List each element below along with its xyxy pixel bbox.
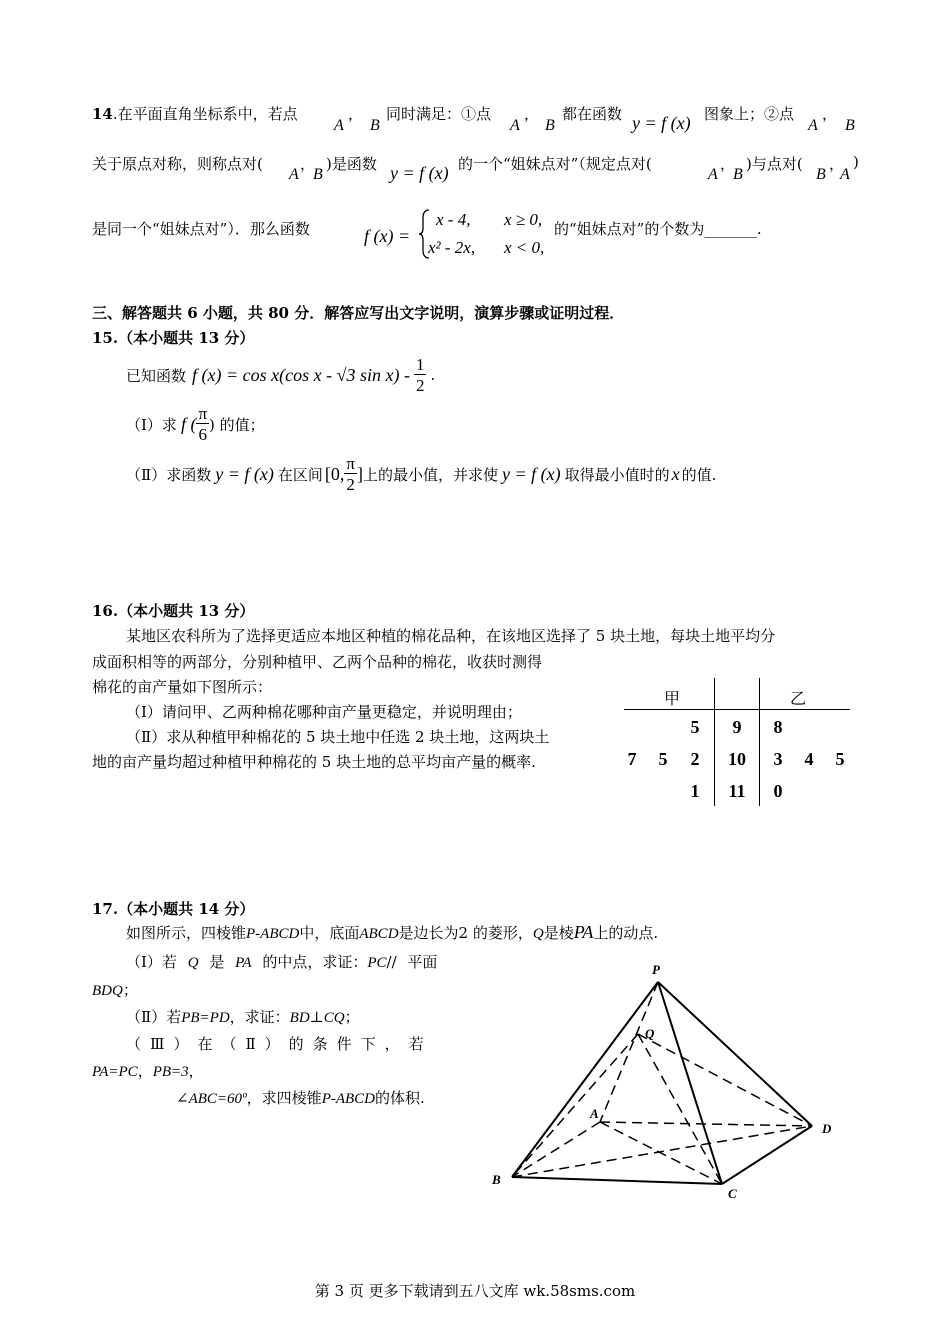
q17-q: Q (532, 926, 544, 942)
q15-part1 (126, 402, 265, 446)
q15-p2-func2: y = f (x) (501, 463, 561, 484)
q14-case2-cond: x < 0, (504, 238, 545, 257)
section3-heading: 三、解答题共 6 小题，共 80 分．解答应写出文字说明，演算步骤或证明过程． (92, 304, 625, 322)
q17-pa: PA (573, 922, 594, 942)
q15-x-var: x (671, 463, 680, 484)
q16-line4: （Ⅰ）请问甲、乙两种棉花哪种亩产量更稳定，并说明理由； (126, 703, 522, 721)
q15-interval-open: [0, (324, 463, 345, 484)
q15-interval-close: ] (356, 463, 363, 484)
stemleaf-right-leaf: 5 (835, 749, 845, 769)
q15-p2-label: （Ⅱ）求函数 (126, 465, 212, 484)
q14-paren-close: ) (853, 153, 859, 171)
q14-text-2d: )与点对( (746, 155, 803, 173)
q17-pabcd: P-ABCD (246, 926, 300, 942)
q14-pt-a1: A (334, 117, 344, 134)
seg-QB (512, 1034, 638, 1177)
q15-six: 6 (198, 425, 207, 444)
q14-text-1d: 图象上；②点 (704, 105, 795, 123)
q14-pair2-a: A (708, 166, 718, 183)
q15-half (414, 356, 427, 394)
stemleaf-right-leaf: 0 (773, 781, 783, 801)
stemleaf-left-leaf: 2 (690, 749, 700, 769)
q14-pair3-a: A (840, 166, 850, 183)
stemleaf-stem: 9 (732, 717, 742, 737)
q17-heading: 17.（本小题共 14 分） (92, 900, 255, 918)
q15-p2-interval-text: 在区间 (277, 465, 323, 484)
q14-func-y: y = f (x) (632, 113, 691, 133)
q15-intro-line (126, 354, 435, 396)
q14-text-2c: 的一个“姐妹点对”（规定点对( (458, 155, 652, 173)
label-D: D (822, 1121, 832, 1136)
seg-QC (638, 1034, 722, 1184)
q17-pbpd: PB=PD (181, 1010, 230, 1026)
q17-pb3: PB=3 (152, 1064, 189, 1080)
q15-two: 2 (346, 475, 355, 494)
label-Q: Q (645, 1026, 655, 1041)
stemleaf-right-leaf: 8 (773, 717, 783, 737)
q15-part2 (126, 452, 716, 496)
q14-pt-b1: B (370, 117, 380, 134)
stemleaf-right-leaf: 4 (804, 749, 814, 769)
q14-comma5: ， (720, 155, 736, 173)
label-A: A (590, 1106, 599, 1121)
q14-text-3b: 的“姐妹点对”的个数为_______. (554, 220, 762, 238)
q16-line1: 某地区农科所为了选择更适应本地区种植的棉花品种，在该地区选择了 5 块土地，每块土地平均分 (126, 627, 776, 645)
diag-BD (512, 1126, 812, 1177)
q17-pc: PC (367, 955, 387, 971)
q15-pi: π (198, 404, 208, 423)
edge-PA (600, 982, 658, 1122)
label-P: P (652, 962, 660, 977)
edge-AB (512, 1122, 600, 1177)
stemleaf-header-right: 乙 (790, 689, 807, 708)
q17-part1: （Ⅰ）若 Q 是 PA 的中点，求证：PC// 平面 (126, 953, 438, 971)
q15-intro: 已知函数 (126, 366, 187, 385)
q16-line2: 成面积相等的两部分，分别种植甲、乙两个品种的棉花，收获时测得 (92, 653, 543, 671)
q14-pair-a: A (289, 166, 299, 183)
q14-pair3-b: B (816, 166, 826, 183)
q17-papc: PA=PC (92, 1064, 138, 1080)
q17-bdq: BDQ (92, 983, 123, 999)
q14-func-y2: y = f (x) (390, 163, 449, 183)
q14-line1: 14.在平面直角坐标系中，若点 (92, 105, 298, 123)
q14-number: 14 (92, 105, 113, 123)
stemleaf-vline-left (714, 678, 715, 806)
stemleaf-stem: 11 (728, 781, 746, 801)
q14-case1-cond: x ≥ 0, (504, 210, 543, 229)
edge-AD (600, 1122, 812, 1126)
q17-bdcq: BD⊥CQ (289, 1010, 345, 1026)
stemleaf-left-leaf: 7 (627, 749, 637, 769)
q14-pair2-b: B (733, 166, 743, 183)
diag-AC (600, 1122, 722, 1184)
edge-PB (512, 982, 658, 1177)
q14-text-3a: 是同一个“姐妹点对”）．那么函数 (92, 220, 310, 238)
q17-angle: ∠ABC=60º (176, 1091, 247, 1107)
q15-p2-func: y = f (x) (215, 463, 274, 484)
q15-p1-label: （Ⅰ）求 (126, 415, 177, 434)
stemleaf-stem: 10 (728, 749, 746, 769)
q14-fx: f (x) = (364, 226, 411, 246)
q14-comma3: ， (822, 105, 838, 123)
q17-part3-cont2: ∠ABC=60º，求四棱锥P-ABCD的体积. (176, 1089, 425, 1107)
q15-p1-tail: ) 的值； (209, 415, 265, 434)
q15-heading: 15.（本小题共 13 分） (92, 329, 255, 347)
q17-part3-cont: PA=PC，PB=3， (92, 1062, 204, 1080)
q16-line5: （Ⅱ）求从种植甲种棉花的 5 块土地中任选 2 块土地，这两块土 (126, 728, 550, 746)
stemleaf-left-leaf: 5 (690, 717, 700, 737)
q16-heading: 16.（本小题共 13 分） (92, 602, 255, 620)
q15-p2-mid: 上的最小值，并求使 (362, 465, 498, 484)
q17-part1-cont: BDQ； (92, 981, 138, 999)
q16-line6: 地的亩产量均超过种植甲种棉花的 5 块土地的总平均亩产量的概率. (92, 753, 536, 771)
q14-text-1c: 都在函数 (562, 105, 623, 123)
q15-p1-f: f ( (180, 413, 197, 434)
q14-pt-a2: A (510, 117, 520, 134)
q15-pi-over-2 (344, 455, 357, 493)
stemleaf-header-left: 甲 (664, 689, 681, 708)
q15-half-num: 1 (415, 355, 425, 374)
q15-func: f (x) = cos x(cos x - √3 sin x) - (192, 364, 410, 385)
label-C: C (728, 1186, 737, 1201)
stemleaf-right-leaf: 3 (773, 749, 783, 769)
q14-case1-expr: x - 4, (436, 210, 471, 229)
q14-text-2a: 关于原点对称，则称点对( (92, 155, 263, 173)
q17-line1: 如图所示，四棱锥P-ABCD中，底面ABCD是边长为2 的菱形，Q是棱PA上的动点. (126, 922, 659, 942)
q14-pair-b: B (313, 166, 323, 183)
stemleaf-vline-right (759, 678, 760, 806)
q14-pt-b3: B (845, 117, 855, 134)
label-B: B (492, 1172, 501, 1187)
edge-CD (722, 1126, 812, 1184)
q15-pi-over-6 (196, 405, 209, 443)
q17-part2: （Ⅱ）若PB=PD，求证：BD⊥CQ； (126, 1008, 360, 1026)
q14-text-2b: )是函数 (326, 155, 377, 173)
q14-text-1b: 同时满足：①点 (386, 105, 492, 123)
q15-p2-end: 的值. (681, 465, 717, 484)
q17-part3: （Ⅲ）在（Ⅱ）的条件下，若 (126, 1035, 433, 1053)
q17-abcd: ABCD (359, 926, 399, 942)
stemleaf-left-leaf: 5 (658, 749, 668, 769)
q14-comma2: ， (524, 105, 540, 123)
q15-p2-min: 取得最小值时的 (564, 465, 670, 484)
stemleaf-hline (624, 709, 850, 710)
q14-pt-b2: B (545, 117, 555, 134)
q14-case2-expr: x² - 2x, (428, 238, 476, 257)
page-footer: 第 3 页 更多下载请到五八文库 wk.58sms.com (314, 1282, 636, 1300)
q15-half-den: 2 (415, 376, 425, 395)
q16-line3: 棉花的亩产量如下图所示： (92, 678, 273, 696)
stemleaf-left-leaf: 1 (690, 781, 700, 801)
q14-pt-a3: A (808, 117, 818, 134)
q15-pi2: π (346, 454, 355, 473)
q14-comma4: ， (300, 155, 316, 173)
edge-BC (512, 1177, 722, 1184)
pyramid-figure (480, 958, 850, 1208)
q15-period: . (430, 366, 436, 384)
q14-comma1: ， (348, 105, 364, 123)
q14-comma6: ， (829, 155, 845, 173)
